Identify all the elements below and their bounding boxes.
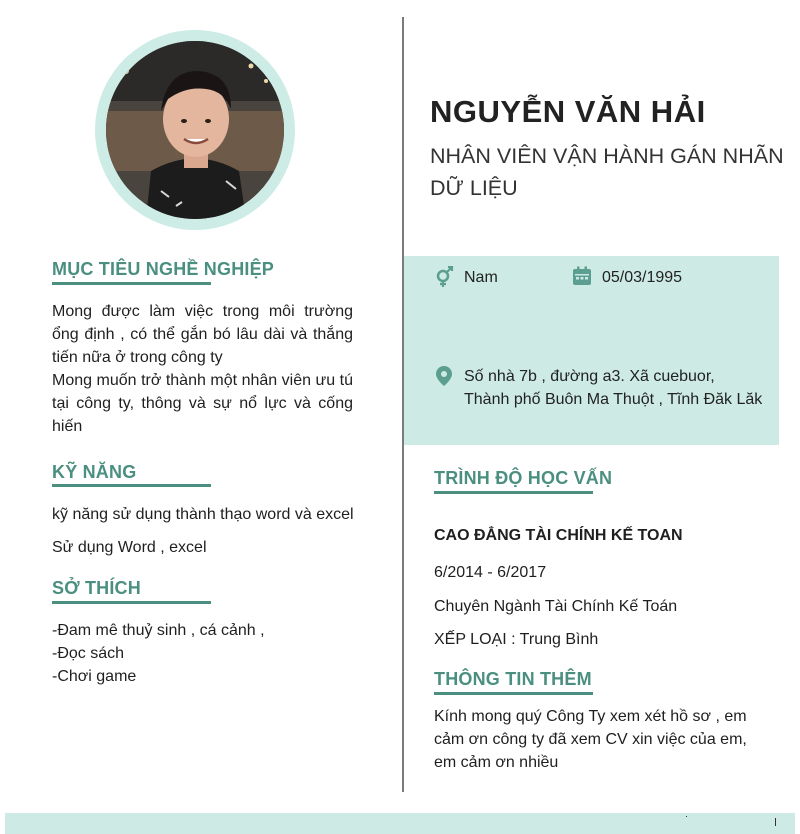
objective-heading: MỤC TIÊU NGHỀ NGHIỆP (52, 259, 275, 279)
job-title-line-1: NHÂN VIÊN VẬN HÀNH GÁN NHÃN (430, 144, 784, 168)
extra-info-underline (434, 692, 593, 695)
footer-tick (775, 818, 776, 826)
hobby-item: -Đọc sách (52, 645, 125, 662)
skill-item: kỹ năng sử dụng thành thạo word và excel (52, 506, 354, 523)
gender-value: Nam (464, 269, 498, 286)
birthdate-value: 05/03/1995 (602, 269, 683, 286)
footer-dot (686, 816, 687, 817)
education-underline (434, 491, 593, 494)
school-name: CAO ĐẲNG TÀI CHÍNH KẾ TOAN (434, 527, 683, 544)
objective-underline (52, 282, 211, 285)
job-title-line-2: DỮ LIỆU (430, 176, 518, 200)
education-heading: TRÌNH ĐỘ HỌC VẤN (434, 468, 613, 488)
study-period: 6/2014 - 6/2017 (434, 564, 547, 581)
skills-underline (52, 484, 211, 487)
hobby-item: -Chơi game (52, 668, 137, 685)
hobbies-heading: SỞ THÍCH (52, 578, 141, 598)
job-title (430, 140, 790, 204)
skill-item: Sử dụng Word , excel (52, 539, 207, 556)
skills-heading: KỸ NĂNG (52, 462, 137, 482)
calendar-icon (572, 266, 592, 286)
extra-info-heading: THÔNG TIN THÊM (434, 669, 592, 689)
objective-paragraph-1: Mong được làm việc trong môi trường ổng định , có thể gắn bó lâu dài và thắng tiến nữa ở trong công ty (52, 303, 353, 366)
address-value: Số nhà 7b , đường a3. Xã cuebuor, Thành phố Buôn Ma Thuột , Tĩnh Đăk Lăk (464, 368, 763, 408)
location-pin-icon (435, 365, 453, 387)
objective-text (52, 300, 353, 438)
grade: XẾP LOẠI : Trung Bình (434, 631, 599, 648)
hobbies-underline (52, 601, 211, 604)
avatar (106, 41, 284, 219)
objective-paragraph-2: Mong muốn trở thành một nhân viên ưu tú tại công ty, thông và sự nổ lực và cống hiến (52, 372, 353, 435)
footer-bar (5, 813, 795, 834)
gender-icon (434, 266, 456, 288)
major: Chuyên Ngành Tài Chính Kế Toán (434, 598, 678, 615)
hobbies-list (52, 619, 372, 688)
candidate-name: NGUYỄN VĂN HẢI (430, 94, 706, 129)
extra-info-text: Kính mong quý Công Ty xem xét hồ sơ , em cảm ơn công ty đã xem CV xin việc của em, em cảm ơn nhiều (434, 708, 747, 771)
hobby-item: -Đam mê thuỷ sinh , cá cảnh , (52, 622, 265, 639)
profile-photo (106, 41, 284, 219)
